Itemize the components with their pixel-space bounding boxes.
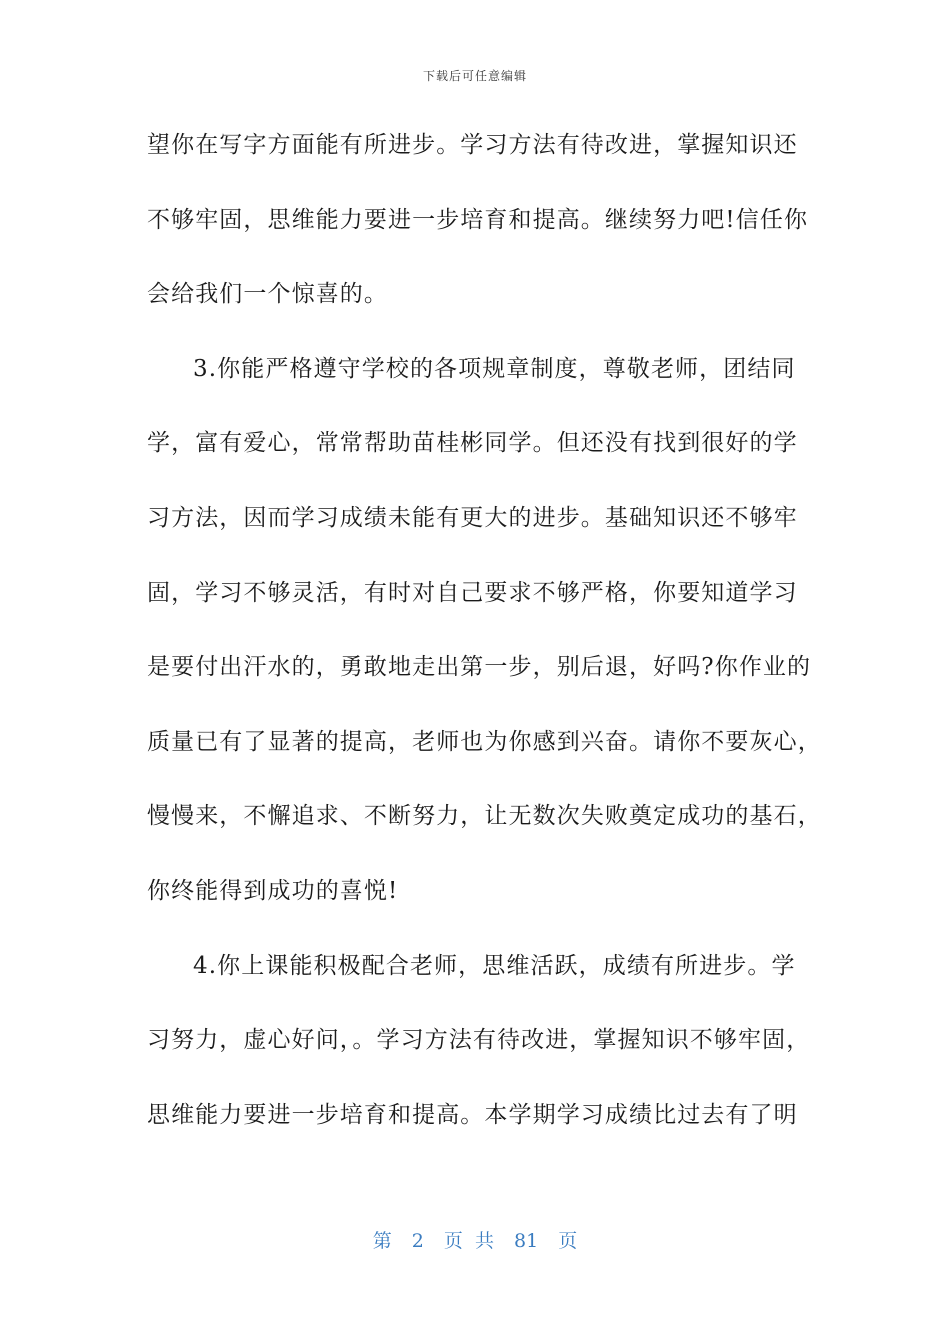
footer-prefix: 第 xyxy=(372,1230,392,1252)
body-line: 学，富有爱心，常常帮助苗桂彬同学。但还没有找到很好的学 xyxy=(147,430,798,457)
page-number: 2 xyxy=(411,1230,424,1252)
body-line: 不够牢固，思维能力要进一步培育和提高。继续努力吧!信任你 xyxy=(147,206,809,233)
footer-middle: 页 共 xyxy=(443,1230,494,1252)
body-line: 4.你上课能积极配合老师，思维活跃，成绩有所进步。学 xyxy=(193,952,796,979)
body-line: 你终能得到成功的喜悦! xyxy=(147,877,399,904)
body-line: 习方法，因而学习成绩未能有更大的进步。基础知识还不够牢 xyxy=(147,504,798,531)
footer-suffix: 页 xyxy=(558,1230,578,1252)
body-line: 3.你能严格遵守学校的各项规章制度，尊敬老师，团结同 xyxy=(193,355,796,382)
body-line: 会给我们一个惊喜的。 xyxy=(147,281,388,308)
body-line: 慢慢来，不懈追求、不断努力，让无数次失败奠定成功的基石， xyxy=(147,803,822,830)
page-header: 下载后可任意编辑 xyxy=(422,69,527,83)
page-footer xyxy=(0,1226,950,1253)
body-line: 是要付出汗水的，勇敢地走出第一步，别后退，好吗?你作业的 xyxy=(147,654,812,681)
total-pages: 81 xyxy=(514,1230,539,1252)
body-line: 质量已有了显著的提高，老师也为你感到兴奋。请你不要灰心， xyxy=(147,728,822,755)
body-line: 固，学习不够灵活，有时对自己要求不够严格，你要知道学习 xyxy=(147,579,798,606)
document-body xyxy=(147,120,822,1164)
body-line: 习努力，虚心好问，。学习方法有待改进，掌握知识不够牢固， xyxy=(147,1027,811,1054)
body-line: 望你在写字方面能有所进步。学习方法有待改进，掌握知识还 xyxy=(147,132,798,158)
body-line: 思维能力要进一步培育和提高。本学期学习成绩比过去有了明 xyxy=(147,1101,798,1128)
